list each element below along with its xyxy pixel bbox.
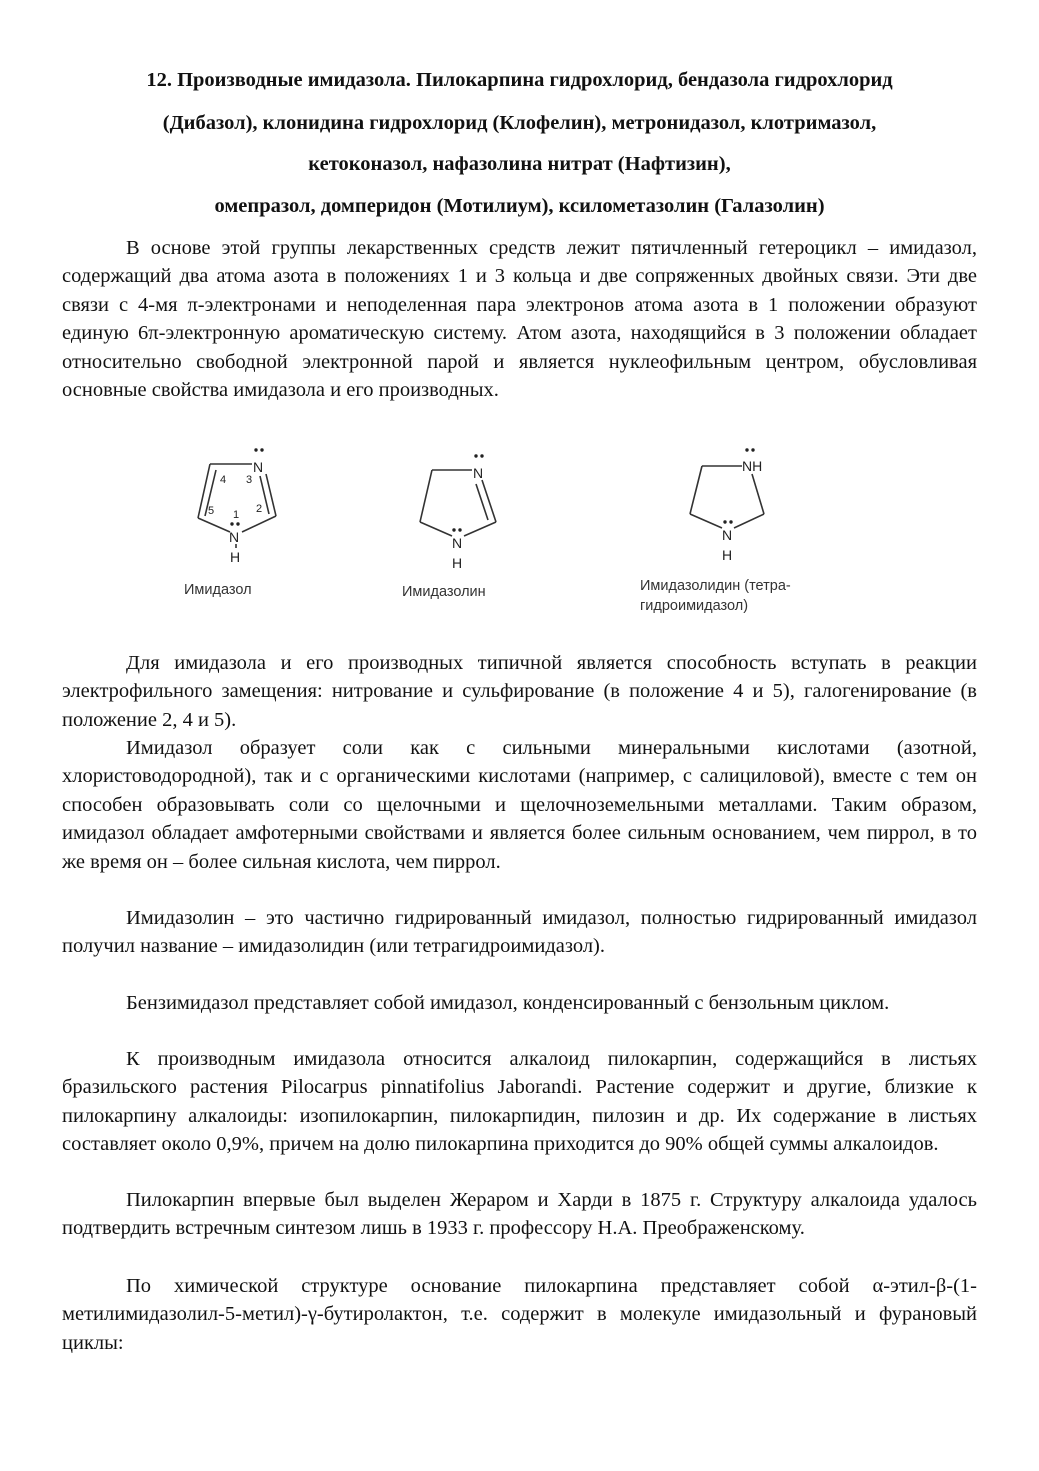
paragraph-pilocarpine-structure — [62, 1272, 977, 1357]
imidazole-position-2: 2 — [256, 503, 263, 515]
paragraph-imidazoline — [62, 904, 977, 961]
paragraph-electrophilic-substitution — [62, 649, 977, 734]
imidazoline-caption: Имидазолин — [402, 584, 486, 600]
imidazole-position-3: 3 — [246, 474, 253, 486]
heading-line-1: 12. Производные имидазола. Пилокарпина гидрохлорид, бендазола гидрохлорид — [146, 69, 893, 91]
imidazoline-n-bottom-label: N — [452, 535, 463, 551]
imidazolidine-nh-label: NH — [742, 458, 763, 474]
imidazole-h-label: H — [230, 549, 241, 565]
paragraph-text: По химической структуре основание пилокарпина представляет собой α-этил-β-(1-метилимидазолил-5-метил)-γ-бутиролактон, т.е. содержит в молекуле имидазольный и фурановый циклы: — [62, 1275, 977, 1354]
imidazole-caption: Имидазол — [184, 582, 252, 598]
imidazole-position-5: 5 — [208, 505, 215, 517]
paragraph-text: Имидазол образует соли как с сильными минеральными кислотами (азотной, хлористоводородной), так и с органическими кислотами (например, с салициловой), вместе с тем он способен образовывать соли со щелочными и щелочноземельными металлами. Таким образом, имидазол обладает амфотерными свойствами и является более сильным основанием, чем пиррол, в то же время он – более сильная кислота, чем пиррол. — [62, 737, 977, 873]
imidazoline-n-top-label: N — [473, 465, 484, 481]
paragraph-imidazole-basics — [62, 234, 977, 404]
imidazole-position-4: 4 — [220, 474, 227, 486]
imidazoline-h-label: H — [452, 555, 463, 571]
imidazolidine-caption-line1: Имидазолидин (тетра- — [640, 578, 791, 594]
imidazole-n1-label: N — [229, 529, 240, 545]
paragraph-pilocarpine-history — [62, 1186, 977, 1243]
paragraph-benzimidazole — [62, 989, 977, 1017]
paragraph-text: К производным имидазола относится алкалоид пилокарпин, содержащийся в листьях бразильского растения Pilocarpus pinnatifolius Jaborandi. Растение содержит и другие, близкие к пилокарпину алкалоиды: изопилокарпин, пилокарпидин, пилозин и др. Их содержание в листьях составляет около 0,9%, причем на долю пилокарпина приходится до 90% общей суммы алкалоидов. — [62, 1048, 977, 1156]
paragraph-text: Бензимидазол представляет собой имидазол, конденсированный с бензольным циклом. — [126, 992, 890, 1014]
paragraph-text: В основе этой группы лекарственных средств лежит пятичленный гетероцикл – имидазол, содержащий два атома азота в положениях 1 и 3 кольца и две сопряженных двойных связи. Эти две связи с 4-мя π-электронами и неподеленная пара электронов атома азота в 1 положении образуют единую 6π-электронную ароматическую систему. Атом азота, находящийся в 3 положении обладает относительно свободной электронной парой и является нуклеофильным центром, обусловливая основные свойства имидазола и его производных. — [62, 237, 977, 402]
paragraph-text: Для имидазола и его производных типичной является способность вступать в реакции электрофильного замещения: нитрование и сульфирование (в положение 4 и 5), галогенирование (в положение 2, 4 и 5). — [62, 652, 977, 731]
imidazole-n3-label: N — [253, 459, 264, 475]
structural-formulas — [170, 440, 870, 630]
formulas-svg — [170, 440, 870, 630]
paragraph-salts — [62, 734, 977, 876]
imidazolidine-n-label: N — [722, 527, 733, 543]
heading-line-4: омепразол, домперидон (Мотилиум), ксилометазолин (Галазолин) — [214, 195, 825, 217]
paragraph-pilocarpine-origin — [62, 1045, 977, 1159]
imidazoline-structure — [420, 470, 496, 536]
heading-line-3: кетоконазол, нафазолина нитрат (Нафтизин), — [308, 153, 731, 175]
imidazolidine-caption-line2: гидроимидазол) — [640, 598, 749, 614]
imidazolidine-structure — [690, 466, 764, 528]
imidazole-position-1: 1 — [233, 509, 240, 521]
paragraph-text: Пилокарпин впервые был выделен Жераром и Харди в 1875 г. Структуру алкалоида удалось подтвердить встречным синтезом лишь в 1933 г. профессору Н.А. Преображенскому. — [62, 1189, 977, 1240]
paragraph-text: Имидазолин – это частично гидрированный имидазол, полностью гидрированный имидазол получил название – имидазолидин (или тетрагидроимидазол). — [62, 907, 977, 958]
heading-line-2: (Дибазол), клонидина гидрохлорид (Клофелин), метронидазол, клотримазол, — [162, 112, 877, 134]
imidazolidine-h-label: H — [722, 547, 733, 563]
